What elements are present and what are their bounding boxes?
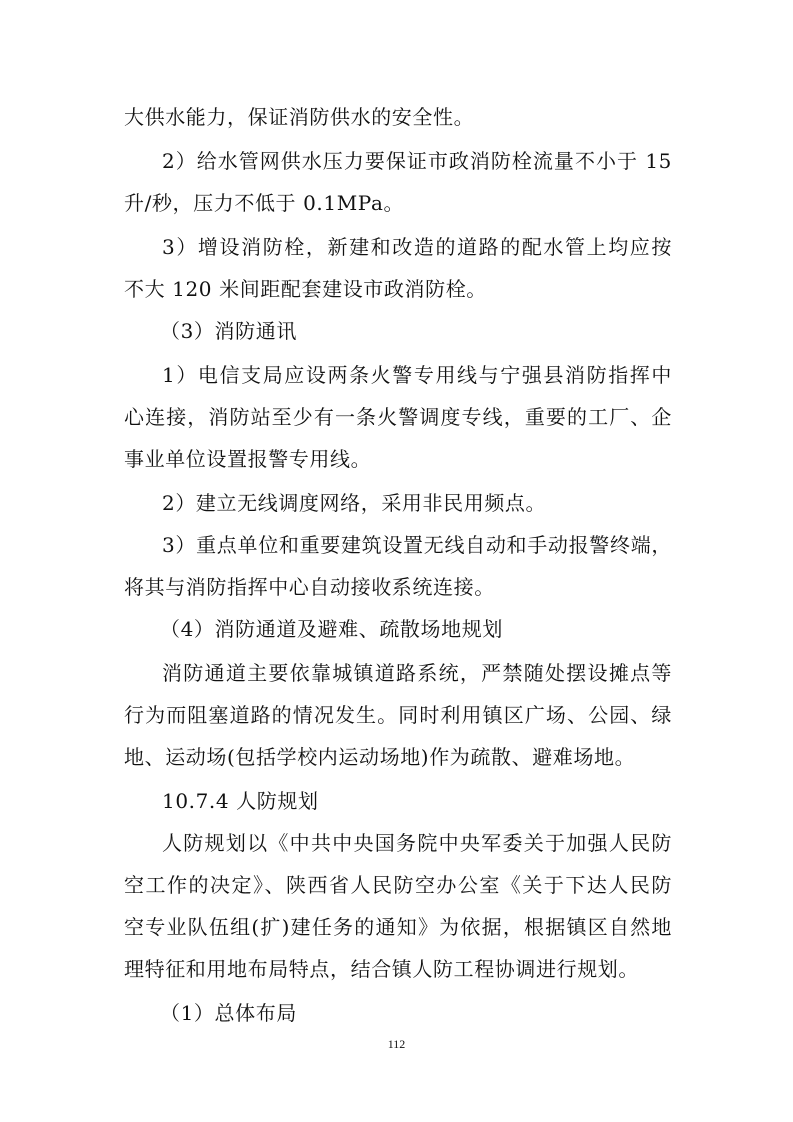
paragraph-line: 消防通道主要依靠城镇道路系统，严禁随处摆设摊点等 xyxy=(162,661,672,685)
paragraph-line: 3）增设消防栓，新建和改造的道路的配水管上均应按 xyxy=(162,235,672,259)
section-heading: （1）总体布局 xyxy=(160,1001,297,1025)
paragraph-line: 空专业队伍组(扩)建任务的通知》为依据，根据镇区自然地 xyxy=(124,915,672,939)
paragraph-line: 大供水能力，保证消防供水的安全性。 xyxy=(124,105,475,129)
section-heading: （4）消防通道及避难、疏散场地规划 xyxy=(160,617,503,641)
paragraph-line: 3）重点单位和重要建筑设置无线自动和手动报警终端， xyxy=(162,533,672,557)
paragraph-line: 空工作的决定》、陕西省人民防空办公室《关于下达人民防 xyxy=(124,873,672,897)
paragraph-line: 事业单位设置报警专用线。 xyxy=(124,447,372,471)
section-heading: 10.7.4 人防规划 xyxy=(162,789,319,813)
paragraph-line: 不大 120 米间距配套建设市政消防栓。 xyxy=(124,277,487,301)
paragraph-line: 心连接，消防站至少有一条火警调度专线，重要的工厂、企 xyxy=(124,405,672,429)
paragraph-line: 地、运动场(包括学校内运动场地)作为疏散、避难场地。 xyxy=(124,745,636,769)
paragraph-line: 2）建立无线调度网络，采用非民用频点。 xyxy=(162,491,547,515)
paragraph-line: 行为而阻塞道路的情况发生。同时利用镇区广场、公园、绿 xyxy=(124,703,672,727)
paragraph-line: 将其与消防指挥中心自动接收系统连接。 xyxy=(124,575,495,599)
page-number: 112 xyxy=(387,1037,406,1051)
paragraph-line: 2）给水管网供水压力要保证市政消防栓流量不小于 15 xyxy=(162,149,672,173)
section-heading: （3）消防通讯 xyxy=(160,319,297,343)
paragraph-line: 理特征和用地布局特点，结合镇人防工程协调进行规划。 xyxy=(124,957,639,981)
paragraph-line: 升/秒，压力不低于 0.1MPa。 xyxy=(124,191,405,215)
paragraph-line: 人防规划以《中共中央国务院中央军委关于加强人民防 xyxy=(162,831,672,855)
paragraph-line: 1）电信支局应设两条火警专用线与宁强县消防指挥中 xyxy=(162,363,672,387)
